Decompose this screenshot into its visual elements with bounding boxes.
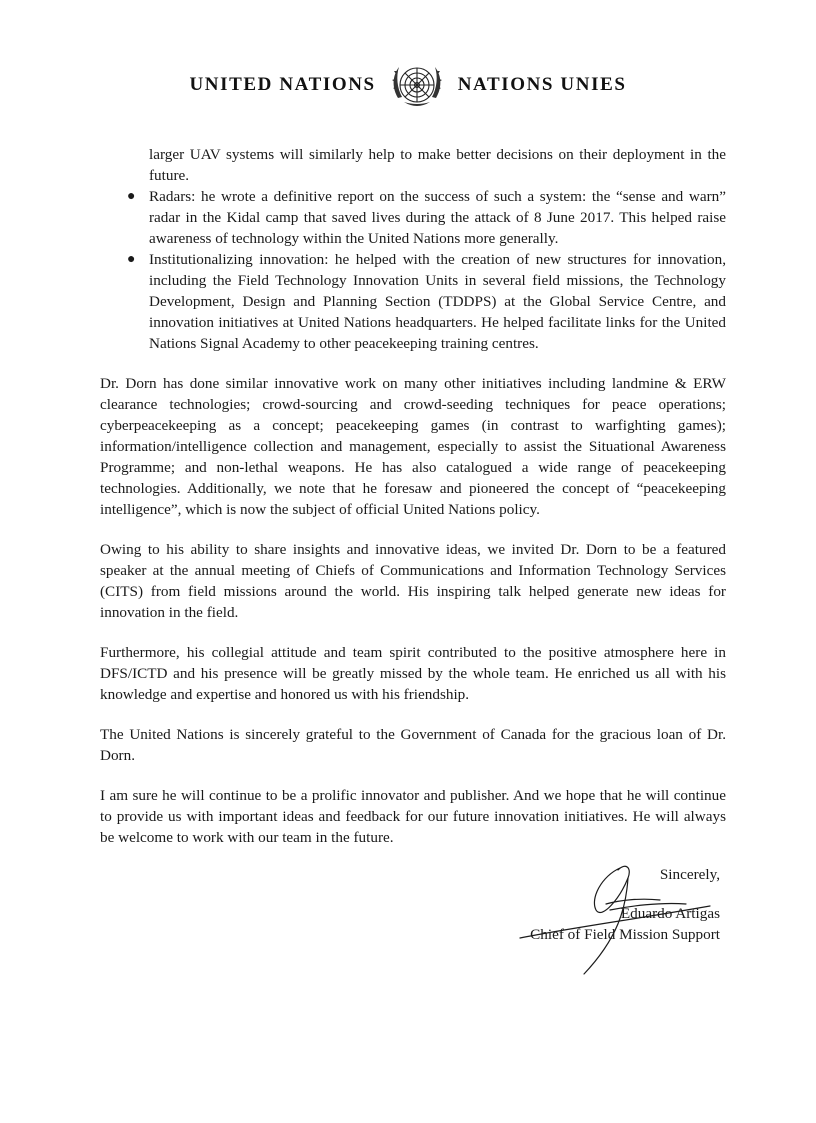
continuation-text: larger UAV systems will similarly help to make better decisions on their deployment in the future.: [149, 146, 726, 184]
signatory-name: Eduardo Artigas: [620, 905, 720, 922]
letterhead-left: UNITED NATIONS: [189, 74, 376, 95]
bullet-item-radars: [100, 186, 726, 249]
bullet-dot-icon: ●: [127, 252, 136, 267]
bullet-text: Radars: he wrote a definitive report on the success of such a system: the “sense and warn” radar in the Kidal camp that saved lives during the attack of 8 June 2017. This helped raise awareness of technology within the United Nations more generally.: [149, 188, 726, 247]
bullet-list: [100, 186, 726, 354]
paragraph-gratitude: The United Nations is sincerely grateful to the Government of Canada for the gracious loan of Dr. Dorn.: [100, 726, 726, 764]
paragraph-initiatives: Dr. Dorn has done similar innovative work on many other initiatives including landmine & ERW clearance technologies; crowd-sourcing and crowd-seeding techniques for peace operations; cyberpeacekeeping as a concept; peacekeeping games (in contrast to warfighting games); information/intelligence collection and management, especially to assist the Situational Awareness Programme; and non-lethal weapons. He has also catalogued a wide range of peacekeeping technologies. Additionally, we note that he foresaw and pioneered the concept of “peacekeeping intelligence”, which is now the subject of official United Nations policy.: [100, 375, 726, 518]
paragraph-future: I am sure he will continue to be a prolific innovator and publisher. And we hope that he will continue to provide us with important ideas and feedback for our future innovation initiatives. He will always be welcome to work with our team in the future.: [100, 787, 726, 846]
letterhead: [0, 58, 816, 112]
un-emblem-icon: [390, 58, 444, 112]
closing-block: [530, 864, 720, 945]
paragraph-speaker: Owing to his ability to share insights and innovative ideas, we invited Dr. Dorn to be a featured speaker at the annual meeting of Chiefs of Communications and Information Technology Services (CITS) from field missions around the world. His inspiring talk helped generate new ideas for innovation in the field.: [100, 541, 726, 621]
letterhead-right: NATIONS UNIES: [457, 74, 627, 95]
signatory-title: Chief of Field Mission Support: [530, 926, 720, 943]
bullet-dot-icon: ●: [127, 189, 136, 204]
letter-body: [100, 144, 726, 848]
salutation: Sincerely,: [659, 866, 720, 883]
bullet-text: Institutionalizing innovation: he helped with the creation of new structures for innovation, including the Field Technology Innovation Units in several field missions, the Technology Development, Design and Planning Section (TDDPS) at the Global Service Centre, and innovation initiatives at United Nations headquarters. He helped facilitate links for the United Nations Signal Academy to other peacekeeping training centres.: [149, 251, 726, 352]
paragraph-team-spirit: Furthermore, his collegial attitude and team spirit contributed to the positive atmosphere here in DFS/ICTD and his presence will be greatly missed by the whole team. He enriched us all with his knowledge and expertise and honored us with his friendship.: [100, 644, 726, 703]
bullet-item-institutionalizing: [100, 249, 726, 354]
